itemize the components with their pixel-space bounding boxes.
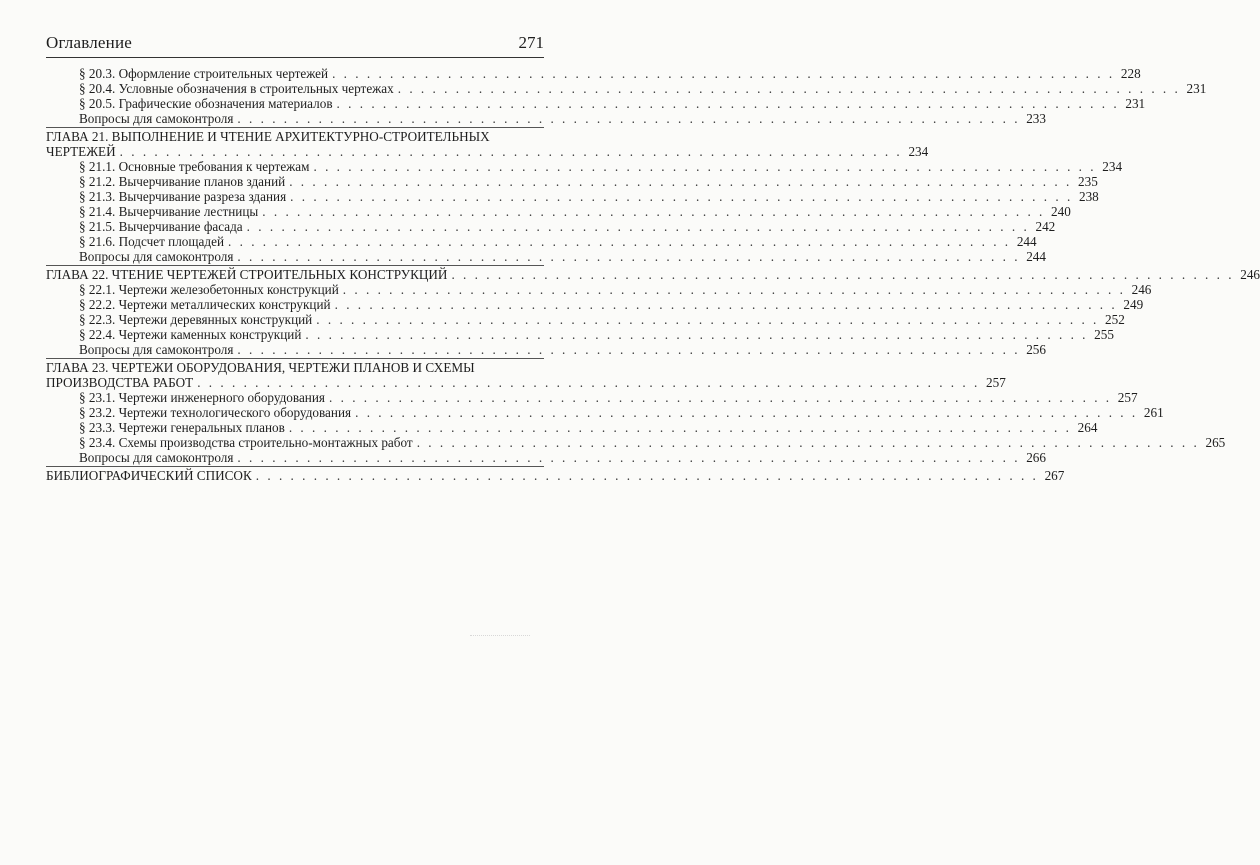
dot-leader: . . . . . . . . . . . . . . . . . . . . . . . . . . . . . . . . . . . . . . . . . . . . . . . . . . . . . . . . . . . . . . . . . . . .: [316, 312, 1099, 327]
dot-leader: . . . . . . . . . . . . . . . . . . . . . . . . . . . . . . . . . . . . . . . . . . . . . . . . . . . . . . . . . . . . . . . . . . . .: [262, 204, 1045, 219]
toc-questions-entry: [46, 249, 1046, 264]
entry-title: Вопросы для самоконтроля: [79, 342, 234, 357]
toc-section-entry: [46, 204, 1071, 219]
toc-section-entry: [46, 435, 1226, 450]
entry-title: § 22.2. Чертежи металлических конструкций: [79, 297, 331, 312]
entry-page-number: 242: [1035, 219, 1056, 234]
entry-title: § 23.4. Схемы производства строительно-монтажных работ: [79, 435, 413, 450]
toc-section-entry: [46, 66, 1141, 81]
entry-title: Вопросы для самоконтроля: [79, 249, 234, 264]
header-title: Оглавление: [46, 33, 132, 52]
dot-leader: . . . . . . . . . . . . . . . . . . . . . . . . . . . . . . . . . . . . . . . . . . . . . . . . . . . . . . . . . . . . . . . . . . . .: [237, 249, 1020, 264]
entry-title: § 21.1. Основные требования к чертежам: [79, 159, 310, 174]
dot-leader: . . . . . . . . . . . . . . . . . . . . . . . . . . . . . . . . . . . . . . . . . . . . . . . . . . . . . . . . . . . . . . . . . . . .: [342, 282, 1126, 297]
dot-leader: . . . . . . . . . . . . . . . . . . . . . . . . . . . . . . . . . . . . . . . . . . . . . . . . . . . . . . . . . . . . . . . . . . . .: [290, 189, 1073, 204]
dot-leader: . . . . . . . . . . . . . . . . . . . . . . . . . . . . . . . . . . . . . . . . . . . . . . . . . . . . . . . . . . . . . . . . . . . .: [329, 390, 1112, 405]
toc-section-entry: [46, 282, 1152, 297]
entry-page-number: 256: [1026, 342, 1046, 357]
entry-title: ЧЕРТЕЖЕЙ: [46, 144, 116, 159]
entry-page-number: 233: [1026, 111, 1046, 126]
table-of-contents: [46, 66, 1260, 483]
toc-section-entry: [46, 390, 1138, 405]
entry-page-number: 249: [1123, 297, 1144, 312]
toc-section-entry: [46, 234, 1037, 249]
chapter-title-line: ГЛАВА 23. ЧЕРТЕЖИ ОБОРУДОВАНИЯ, ЧЕРТЕЖИ ПЛАНОВ И СХЕМЫ: [46, 360, 475, 375]
entry-page-number: 231: [1125, 96, 1146, 111]
entry-title: § 23.3. Чертежи генеральных планов: [79, 420, 285, 435]
entry-page-number: 238: [1078, 189, 1099, 204]
dot-leader: . . . . . . . . . . . . . . . . . . . . . . . . . . . . . . . . . . . . . . . . . . . . . . . . . . . . . . . . . . . . . . . . . . . .: [119, 144, 903, 159]
dot-leader: . . . . . . . . . . . . . . . . . . . . . . . . . . . . . . . . . . . . . . . . . . . . . . . . . . . . . . . . . . . . . . . . . . . .: [336, 96, 1120, 111]
header-page-number: 271: [518, 33, 544, 52]
entry-title: § 21.2. Вычерчивание планов зданий: [79, 174, 286, 189]
toc-section-entry: [46, 327, 1114, 342]
entry-title: § 20.5. Графические обозначения материалов: [79, 96, 333, 111]
entry-page-number: 261: [1143, 405, 1164, 420]
dot-leader: . . . . . . . . . . . . . . . . . . . . . . . . . . . . . . . . . . . . . . . . . . . . . . . . . . . . . . . . . . . . . . . . . . . .: [289, 174, 1072, 189]
entry-page-number: 266: [1026, 450, 1046, 465]
section-divider: [46, 127, 544, 128]
toc-section-entry: [46, 174, 1098, 189]
toc-questions-entry: [46, 111, 1046, 126]
toc-questions-entry: [46, 342, 1046, 357]
entry-page-number: 257: [986, 375, 1006, 390]
entry-page-number: 257: [1117, 390, 1138, 405]
toc-questions-entry: [46, 450, 1046, 465]
entry-title: § 22.4. Чертежи каменных конструкций: [79, 327, 302, 342]
dot-leader: . . . . . . . . . . . . . . . . . . . . . . . . . . . . . . . . . . . . . . . . . . . . . . . . . . . . . . . . . . . . . . . . . . . .: [255, 468, 1039, 483]
entry-page-number: 246: [1131, 282, 1152, 297]
entry-page-number: 231: [1186, 81, 1207, 96]
entry-title: § 23.2. Чертежи технологического оборудования: [79, 405, 352, 420]
dot-leader: . . . . . . . . . . . . . . . . . . . . . . . . . . . . . . . . . . . . . . . . . . . . . . . . . . . . . . . . . . . . . . . . . . . .: [197, 375, 980, 390]
entry-title: БИБЛИОГРАФИЧЕСКИЙ СПИСОК: [46, 468, 252, 483]
toc-section-entry: [46, 159, 1123, 174]
dot-leader: . . . . . . . . . . . . . . . . . . . . . . . . . . . . . . . . . . . . . . . . . . . . . . . . . . . . . . . . . . . . . . . . . . . .: [246, 219, 1030, 234]
toc-section-entry: [46, 312, 1125, 327]
dot-leader: . . . . . . . . . . . . . . . . . . . . . . . . . . . . . . . . . . . . . . . . . . . . . . . . . . . . . . . . . . . . . . . . . . . .: [237, 342, 1020, 357]
toc-chapter-entry: [46, 468, 1065, 483]
chapter-title-line: ГЛАВА 21. ВЫПОЛНЕНИЕ И ЧТЕНИЕ АРХИТЕКТУРНО-СТРОИТЕЛЬНЫХ: [46, 129, 490, 144]
section-divider: [46, 265, 544, 266]
toc-section-entry: [46, 189, 1099, 204]
dot-leader: . . . . . . . . . . . . . . . . . . . . . . . . . . . . . . . . . . . . . . . . . . . . . . . . . . . . . . . . . . . . . . . . . . . .: [305, 327, 1088, 342]
entry-title: ПРОИЗВОДСТВА РАБОТ: [46, 375, 194, 390]
toc-chapter-entry: [46, 360, 1006, 390]
section-divider: [46, 466, 544, 467]
running-header: [46, 31, 544, 58]
paper-speck: [470, 635, 530, 638]
entry-page-number: 244: [1026, 249, 1046, 264]
entry-page-number: 228: [1120, 66, 1141, 81]
dot-leader: . . . . . . . . . . . . . . . . . . . . . . . . . . . . . . . . . . . . . . . . . . . . . . . . . . . . . . . . . . . . . . . . . . . .: [332, 66, 1115, 81]
dot-leader: . . . . . . . . . . . . . . . . . . . . . . . . . . . . . . . . . . . . . . . . . . . . . . . . . . . . . . . . . . . . . . . . . . . .: [228, 234, 1011, 249]
entry-title: § 22.1. Чертежи железобетонных конструкций: [79, 282, 339, 297]
entry-title: ГЛАВА 22. ЧТЕНИЕ ЧЕРТЕЖЕЙ СТРОИТЕЛЬНЫХ КОНСТРУКЦИЙ: [46, 267, 448, 282]
dot-leader: . . . . . . . . . . . . . . . . . . . . . . . . . . . . . . . . . . . . . . . . . . . . . . . . . . . . . . . . . . . . . . . . . . . .: [313, 159, 1097, 174]
toc-section-entry: [46, 81, 1207, 96]
entry-title: § 22.3. Чертежи деревянных конструкций: [79, 312, 313, 327]
entry-title: § 21.4. Вычерчивание лестницы: [79, 204, 259, 219]
toc-section-entry: [46, 420, 1098, 435]
entry-title: Вопросы для самоконтроля: [79, 111, 234, 126]
dot-leader: . . . . . . . . . . . . . . . . . . . . . . . . . . . . . . . . . . . . . . . . . . . . . . . . . . . . . . . . . . . . . . . . . . . .: [397, 81, 1181, 96]
toc-section-entry: [46, 405, 1164, 420]
dot-leader: . . . . . . . . . . . . . . . . . . . . . . . . . . . . . . . . . . . . . . . . . . . . . . . . . . . . . . . . . . . . . . . . . . . .: [334, 297, 1118, 312]
entry-page-number: 240: [1051, 204, 1071, 219]
entry-page-number: 264: [1077, 420, 1098, 435]
dot-leader: . . . . . . . . . . . . . . . . . . . . . . . . . . . . . . . . . . . . . . . . . . . . . . . . . . . . . . . . . . . . . . . . . . . .: [237, 450, 1020, 465]
entry-page-number: 235: [1078, 174, 1098, 189]
entry-page-number: 234: [1102, 159, 1123, 174]
entry-page-number: 267: [1044, 468, 1065, 483]
toc-section-entry: [46, 219, 1056, 234]
toc-chapter-entry: [46, 129, 929, 159]
entry-page-number: 246: [1240, 267, 1260, 282]
entry-page-number: 255: [1094, 327, 1114, 342]
entry-title: § 20.4. Условные обозначения в строительных чертежах: [79, 81, 394, 96]
toc-section-entry: [46, 297, 1144, 312]
entry-page-number: 265: [1205, 435, 1226, 450]
dot-leader: . . . . . . . . . . . . . . . . . . . . . . . . . . . . . . . . . . . . . . . . . . . . . . . . . . . . . . . . . . . . . . . . . . . .: [355, 405, 1138, 420]
chapter-title-continuation: [46, 375, 1006, 390]
section-divider: [46, 358, 544, 359]
entry-title: § 21.3. Вычерчивание разреза здания: [79, 189, 287, 204]
entry-page-number: 234: [908, 144, 929, 159]
entry-page-number: 244: [1016, 234, 1037, 249]
entry-title: § 23.1. Чертежи инженерного оборудования: [79, 390, 325, 405]
chapter-title-continuation: [46, 144, 929, 159]
dot-leader: . . . . . . . . . . . . . . . . . . . . . . . . . . . . . . . . . . . . . . . . . . . . . . . . . . . . . . . . . . . . . . . . . . . .: [288, 420, 1072, 435]
entry-page-number: 252: [1105, 312, 1125, 327]
dot-leader: . . . . . . . . . . . . . . . . . . . . . . . . . . . . . . . . . . . . . . . . . . . . . . . . . . . . . . . . . . . . . . . . . . . .: [237, 111, 1020, 126]
entry-title: § 21.6. Подсчет площадей: [79, 234, 225, 249]
dot-leader: . . . . . . . . . . . . . . . . . . . . . . . . . . . . . . . . . . . . . . . . . . . . . . . . . . . . . . . . . . . . . . . . . . . .: [416, 435, 1200, 450]
entry-title: § 20.3. Оформление строительных чертежей: [79, 66, 329, 81]
dot-leader: . . . . . . . . . . . . . . . . . . . . . . . . . . . . . . . . . . . . . . . . . . . . . . . . . . . . . . . . . . . . . . . . . . . .: [451, 267, 1235, 282]
entry-title: § 21.5. Вычерчивание фасада: [79, 219, 243, 234]
toc-section-entry: [46, 96, 1146, 111]
entry-title: Вопросы для самоконтроля: [79, 450, 234, 465]
toc-chapter-entry: [46, 267, 1260, 282]
